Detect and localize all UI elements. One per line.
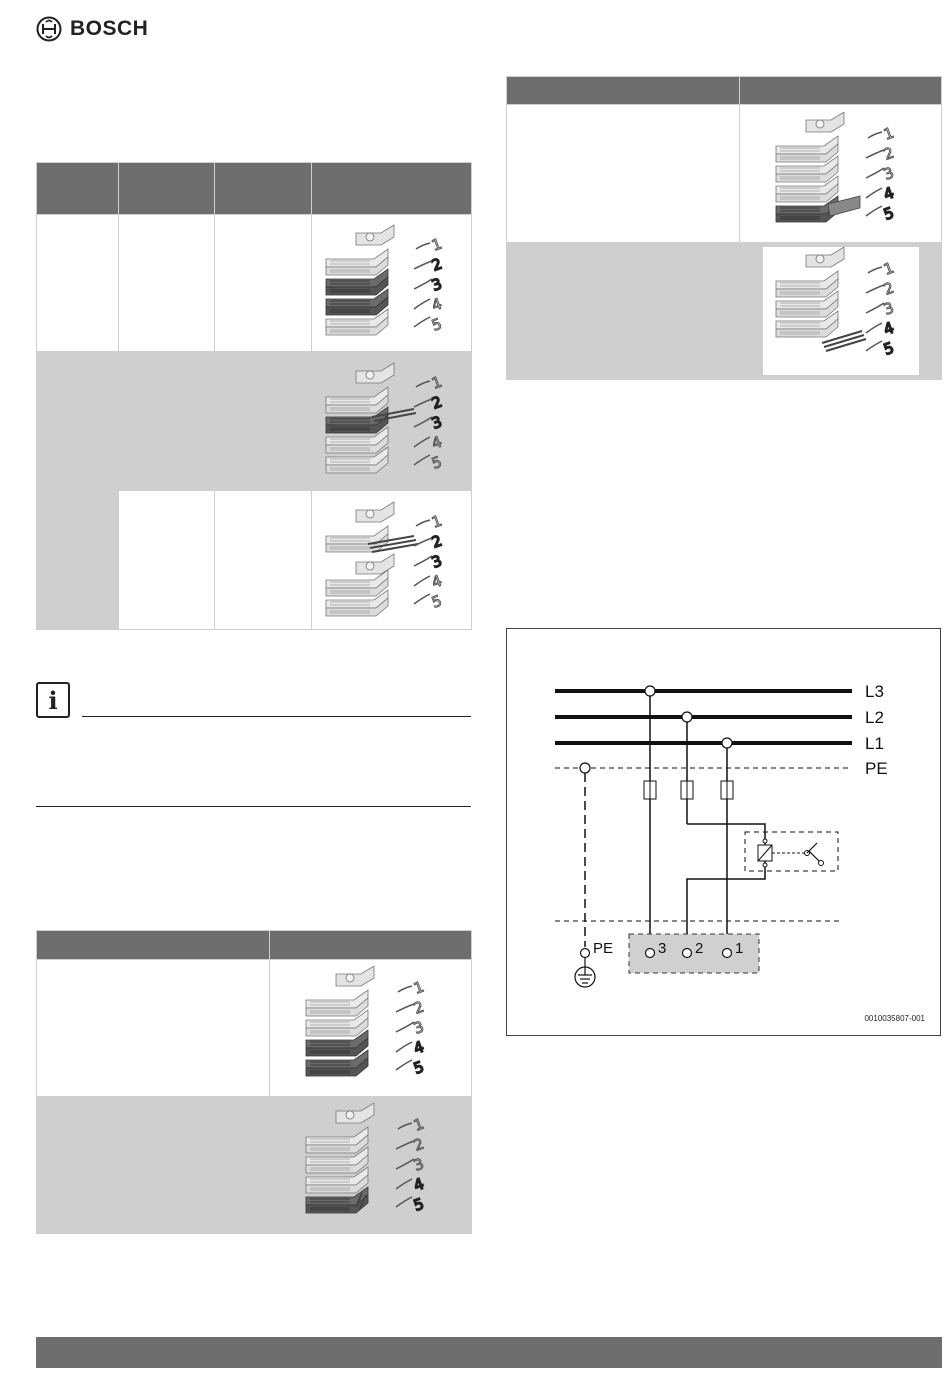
connector-figure-cell xyxy=(312,215,472,352)
table-header-cell xyxy=(119,163,215,215)
info-divider xyxy=(82,716,471,717)
svg-text:3: 3 xyxy=(428,274,444,295)
table-cell xyxy=(37,1097,270,1234)
table-cell xyxy=(37,960,270,1097)
connector-figure-cell xyxy=(740,243,942,380)
table-header-cell xyxy=(215,163,312,215)
table-cell xyxy=(507,105,740,243)
svg-text:5: 5 xyxy=(428,591,444,612)
connector-figure-cell xyxy=(312,352,472,491)
wiring-diagram-drawing xyxy=(507,629,940,1035)
info-divider-bottom xyxy=(36,806,471,807)
table-header-cell xyxy=(740,77,942,105)
svg-text:2: 2 xyxy=(428,531,444,552)
svg-text:1: 1 xyxy=(880,123,896,144)
terminal-label-3: 3 xyxy=(658,940,667,957)
svg-text:4: 4 xyxy=(880,318,896,339)
info-icon: i xyxy=(36,682,70,718)
connector-figure xyxy=(322,361,462,481)
bosch-logo xyxy=(36,14,166,44)
bosch-armature-icon xyxy=(36,16,62,42)
connector-figure xyxy=(322,500,462,620)
svg-text:5: 5 xyxy=(410,1194,426,1215)
table-cell xyxy=(37,215,119,352)
table-header-cell xyxy=(507,77,740,105)
connector-figure xyxy=(322,223,462,343)
connector-figure-cell xyxy=(740,105,942,243)
svg-text:5: 5 xyxy=(880,203,896,224)
table-cell xyxy=(119,352,215,491)
svg-text:3: 3 xyxy=(428,412,444,433)
svg-text:1: 1 xyxy=(428,511,444,532)
svg-text:1: 1 xyxy=(880,258,896,279)
svg-text:3: 3 xyxy=(880,298,896,319)
connection-table-left xyxy=(36,162,472,630)
connector-figure xyxy=(766,112,916,236)
svg-text:3: 3 xyxy=(428,551,444,572)
svg-text:5: 5 xyxy=(428,452,444,473)
svg-text:1: 1 xyxy=(428,372,444,393)
svg-text:3: 3 xyxy=(410,1017,426,1038)
svg-text:5: 5 xyxy=(880,338,896,359)
connection-table-right xyxy=(506,76,942,380)
svg-text:2: 2 xyxy=(428,254,444,275)
terminal-label-2: 2 xyxy=(695,940,704,957)
connector-figure xyxy=(766,247,916,371)
label-l3: L3 xyxy=(865,682,884,701)
table-cell xyxy=(119,215,215,352)
svg-text:1: 1 xyxy=(428,234,444,255)
svg-text:5: 5 xyxy=(428,314,444,335)
svg-text:2: 2 xyxy=(410,997,426,1018)
connector-figure xyxy=(296,1103,446,1227)
footer-bar xyxy=(36,1337,942,1368)
svg-text:4: 4 xyxy=(428,294,444,315)
table-header-cell xyxy=(270,931,472,960)
connector-figure-cell xyxy=(312,491,472,630)
wiring-diagram xyxy=(506,628,941,1036)
svg-text:4: 4 xyxy=(428,571,444,592)
svg-text:4: 4 xyxy=(428,432,444,453)
svg-text:4: 4 xyxy=(410,1037,426,1058)
svg-text:3: 3 xyxy=(880,163,896,184)
svg-text:2: 2 xyxy=(880,143,896,164)
table-cell xyxy=(215,352,312,491)
connector-figure-cell xyxy=(270,960,472,1097)
connector-figure-cell xyxy=(270,1097,472,1234)
connection-table-left-2 xyxy=(36,930,472,1234)
svg-text:2: 2 xyxy=(880,278,896,299)
connector-figure xyxy=(296,966,446,1090)
label-l2: L2 xyxy=(865,708,884,727)
connector-figure-panel xyxy=(763,247,919,375)
svg-text:2: 2 xyxy=(428,392,444,413)
svg-text:4: 4 xyxy=(410,1174,426,1195)
table-cell xyxy=(119,491,215,630)
svg-text:4: 4 xyxy=(880,183,896,204)
figure-code: 0010035807-001 xyxy=(864,1014,925,1023)
label-pe: PE xyxy=(865,759,888,778)
svg-text:3: 3 xyxy=(410,1154,426,1175)
brand-name: BOSCH xyxy=(70,17,149,40)
terminal-pe-label: PE xyxy=(593,940,614,957)
table-cell xyxy=(37,352,119,630)
svg-text:1: 1 xyxy=(410,1114,426,1135)
label-l1: L1 xyxy=(865,734,884,753)
table-header-cell xyxy=(37,163,119,215)
table-cell xyxy=(215,215,312,352)
table-cell xyxy=(507,243,740,380)
svg-text:2: 2 xyxy=(410,1134,426,1155)
table-header-cell xyxy=(312,163,472,215)
svg-text:1: 1 xyxy=(410,977,426,998)
terminal-label-1: 1 xyxy=(735,940,744,957)
table-header-cell xyxy=(37,931,270,960)
table-cell xyxy=(215,491,312,630)
svg-text:5: 5 xyxy=(410,1057,426,1078)
